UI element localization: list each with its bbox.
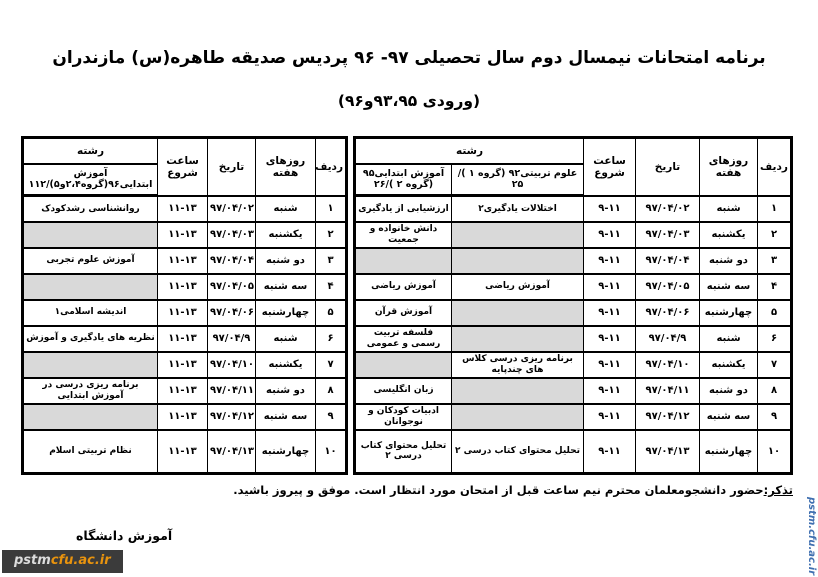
- row-number: ۹: [758, 404, 792, 430]
- row-number: ۶: [316, 326, 347, 352]
- row-number: ۸: [758, 378, 792, 404]
- time-cell: ۹-۱۱: [584, 430, 636, 474]
- subject-cell: [355, 248, 452, 274]
- row-number: ۴: [758, 274, 792, 300]
- table-row: [23, 404, 347, 430]
- subject-cell: آموزش قرآن: [355, 300, 452, 326]
- weekday-cell: شنبه: [700, 326, 758, 352]
- row-number: ۵: [758, 300, 792, 326]
- weekday-cell: چهارشنبه: [700, 300, 758, 326]
- date-cell: ۹۷/۰۴/۹: [636, 326, 700, 352]
- time-cell: ۹-۱۱: [584, 196, 636, 222]
- time-cell: ۹-۱۱: [584, 300, 636, 326]
- exam-table-left: [21, 136, 348, 475]
- date-cell: ۹۷/۰۴/۱۰: [636, 352, 700, 378]
- table-row: [355, 300, 792, 326]
- watermark-badge: [2, 550, 123, 573]
- time-cell: ۹-۱۱: [584, 248, 636, 274]
- page-subtitle: (ورودی ۹۳،۹۵و۹۶): [337, 92, 481, 110]
- subject-cell: [23, 222, 158, 248]
- table-row: [23, 378, 347, 404]
- table-row: [355, 196, 792, 222]
- date-cell: ۹۷/۰۴/۰۶: [208, 300, 256, 326]
- date-cell: ۹۷/۰۴/۰۶: [636, 300, 700, 326]
- row-number: ۷: [758, 352, 792, 378]
- date-cell: ۹۷/۰۴/۰۲: [208, 196, 256, 222]
- time-cell: ۱۱-۱۳: [158, 378, 208, 404]
- subject-cell: برنامه ریزی درسی کلاس های چندپایه: [452, 352, 584, 378]
- row-number: ۲: [758, 222, 792, 248]
- col-header-row-number: ردیف: [758, 138, 792, 196]
- subject-cell: اندیشه اسلامی۱: [23, 300, 158, 326]
- date-cell: ۹۷/۰۴/۰۳: [208, 222, 256, 248]
- subject-cell: [355, 352, 452, 378]
- table-row: [23, 248, 347, 274]
- time-cell: ۹-۱۱: [584, 378, 636, 404]
- col-header-date: تاریخ: [208, 138, 256, 196]
- table-row: [355, 326, 792, 352]
- weekday-cell: چهارشنبه: [256, 430, 316, 474]
- row-number: ۶: [758, 326, 792, 352]
- subject-cell: ادبیات کودکان و نوجوانان: [355, 404, 452, 430]
- time-cell: ۹-۱۱: [584, 404, 636, 430]
- subject-cell: [23, 352, 158, 378]
- watermark-suffix: cfu.ac.ir: [50, 553, 111, 568]
- row-number: ۱۰: [758, 430, 792, 474]
- reminder-note: [25, 483, 793, 497]
- time-cell: ۱۱-۱۳: [158, 196, 208, 222]
- weekday-cell: چهارشنبه: [256, 300, 316, 326]
- col-header-major-olum-tarbiati-92: علوم تربیتی۹۲ (گروه ۱ )/۲۵: [452, 164, 584, 196]
- weekday-cell: یکشنبه: [256, 222, 316, 248]
- subject-cell: [452, 300, 584, 326]
- watermark-prefix: pstm: [14, 553, 51, 568]
- table-row: [355, 248, 792, 274]
- weekday-cell: دو شنبه: [700, 248, 758, 274]
- weekday-cell: شنبه: [256, 326, 316, 352]
- row-number: ۸: [316, 378, 347, 404]
- subject-cell: [452, 378, 584, 404]
- col-header-major-group: رشته: [23, 138, 158, 165]
- subject-cell: زبان انگلیسی: [355, 378, 452, 404]
- table-row: [355, 430, 792, 474]
- col-header-major-ebtedayi-95: آموزش ابتدایی۹۵ (گروه ۲ )/۲۶: [355, 164, 452, 196]
- subject-cell: آموزش ریاضی: [452, 274, 584, 300]
- weekday-cell: سه شنبه: [700, 404, 758, 430]
- exam-tables: [25, 136, 793, 475]
- row-number: ۹: [316, 404, 347, 430]
- page-title: برنامه امتحانات نیمسال دوم سال تحصیلی ۹۷- ۹۶ پردیس صدیقه طاهره(س) مازندران: [52, 48, 766, 68]
- header-row: [355, 138, 792, 165]
- row-number: ۷: [316, 352, 347, 378]
- reminder-text: حضور دانشجومعلمان محترم نیم ساعت قبل از امتحان مورد انتظار است. موفق و پیروز باشید.: [233, 483, 764, 497]
- subject-cell: روانشناسی رشدکودک: [23, 196, 158, 222]
- row-number: ۱: [316, 196, 347, 222]
- weekday-cell: سه شنبه: [256, 404, 316, 430]
- subject-cell: نظریه های یادگیری و آموزش: [23, 326, 158, 352]
- date-cell: ۹۷/۰۴/۱۱: [208, 378, 256, 404]
- date-cell: ۹۷/۰۴/۰۳: [636, 222, 700, 248]
- subject-cell: اختلالات یادگیری۲: [452, 196, 584, 222]
- row-number: ۳: [316, 248, 347, 274]
- reminder-label: تذکر:: [763, 483, 793, 497]
- time-cell: ۱۱-۱۳: [158, 274, 208, 300]
- date-cell: ۹۷/۰۴/۱۱: [636, 378, 700, 404]
- col-header-date: تاریخ: [636, 138, 700, 196]
- col-header-weekday: روزهای هفته: [256, 138, 316, 196]
- table-row: [355, 404, 792, 430]
- date-cell: ۹۷/۰۴/۱۳: [208, 430, 256, 474]
- date-cell: ۹۷/۰۴/۰۴: [208, 248, 256, 274]
- date-cell: ۹۷/۰۴/۹: [208, 326, 256, 352]
- subject-cell: [452, 326, 584, 352]
- row-number: ۲: [316, 222, 347, 248]
- table-row: [355, 222, 792, 248]
- subject-cell: فلسفه تربیت رسمی و عمومی: [355, 326, 452, 352]
- time-cell: ۹-۱۱: [584, 222, 636, 248]
- col-header-start-time: ساعت شروع: [584, 138, 636, 196]
- subject-cell: آموزش ریاضی: [355, 274, 452, 300]
- weekday-cell: سه شنبه: [700, 274, 758, 300]
- col-header-row-number: ردیف: [316, 138, 347, 196]
- date-cell: ۹۷/۰۴/۱۰: [208, 352, 256, 378]
- row-number: ۵: [316, 300, 347, 326]
- university-education-label: آموزش دانشگاه: [76, 528, 173, 543]
- time-cell: ۱۱-۱۳: [158, 326, 208, 352]
- table-row: [355, 378, 792, 404]
- table-row: [23, 300, 347, 326]
- table-row: [23, 196, 347, 222]
- subject-cell: آموزش علوم تجربی: [23, 248, 158, 274]
- date-cell: ۹۷/۰۴/۰۴: [636, 248, 700, 274]
- weekday-cell: یکشنبه: [700, 352, 758, 378]
- table-row: [23, 352, 347, 378]
- weekday-cell: دو شنبه: [700, 378, 758, 404]
- date-cell: ۹۷/۰۴/۰۵: [636, 274, 700, 300]
- time-cell: ۱۱-۱۳: [158, 430, 208, 474]
- subject-cell: [23, 404, 158, 430]
- col-header-start-time: ساعت شروع: [158, 138, 208, 196]
- table-row: [23, 274, 347, 300]
- row-number: ۴: [316, 274, 347, 300]
- subject-cell: [452, 404, 584, 430]
- time-cell: ۹-۱۱: [584, 326, 636, 352]
- row-number: ۱: [758, 196, 792, 222]
- side-watermark: pstm.cfu.ac.ir: [806, 497, 817, 576]
- weekday-cell: یکشنبه: [256, 352, 316, 378]
- subject-cell: [23, 274, 158, 300]
- row-number: ۳: [758, 248, 792, 274]
- weekday-cell: دو شنبه: [256, 248, 316, 274]
- date-cell: ۹۷/۰۴/۱۲: [208, 404, 256, 430]
- subject-cell: دانش خانواده و جمعیت: [355, 222, 452, 248]
- subject-cell: تحلیل محتوای کتاب درسی ۲: [355, 430, 452, 474]
- weekday-cell: دو شنبه: [256, 378, 316, 404]
- time-cell: ۹-۱۱: [584, 274, 636, 300]
- time-cell: ۹-۱۱: [584, 352, 636, 378]
- weekday-cell: سه شنبه: [256, 274, 316, 300]
- weekday-cell: شنبه: [700, 196, 758, 222]
- date-cell: ۹۷/۰۴/۰۵: [208, 274, 256, 300]
- time-cell: ۱۱-۱۳: [158, 222, 208, 248]
- row-number: ۱۰: [316, 430, 347, 474]
- exam-table-right: [353, 136, 793, 475]
- time-cell: ۱۱-۱۳: [158, 300, 208, 326]
- time-cell: ۱۱-۱۳: [158, 248, 208, 274]
- table-row: [355, 274, 792, 300]
- date-cell: ۹۷/۰۴/۱۳: [636, 430, 700, 474]
- table-row: [23, 222, 347, 248]
- table-row: [23, 430, 347, 474]
- weekday-cell: یکشنبه: [700, 222, 758, 248]
- table-row: [23, 326, 347, 352]
- date-cell: ۹۷/۰۴/۰۲: [636, 196, 700, 222]
- col-header-major-group: رشته: [355, 138, 584, 165]
- date-cell: ۹۷/۰۴/۱۲: [636, 404, 700, 430]
- subject-cell: نظام تربیتی اسلام: [23, 430, 158, 474]
- subject-cell: تحلیل محتوای کتاب درسی ۲: [452, 430, 584, 474]
- weekday-cell: چهارشنبه: [700, 430, 758, 474]
- subject-cell: [452, 248, 584, 274]
- table-row: [355, 352, 792, 378]
- header-row: [23, 138, 347, 165]
- subject-cell: [452, 222, 584, 248]
- subject-cell: برنامه ریزی درسی در آموزش ابتدایی: [23, 378, 158, 404]
- col-header-weekday: روزهای هفته: [700, 138, 758, 196]
- time-cell: ۱۱-۱۳: [158, 404, 208, 430]
- time-cell: ۱۱-۱۳: [158, 352, 208, 378]
- subject-cell: ارزشیابی از یادگیری: [355, 196, 452, 222]
- weekday-cell: شنبه: [256, 196, 316, 222]
- col-header-major-ebtedayi-96: آموزش ابتدایی۹۶(گروه۲،۴و۵)/۱۱۲: [23, 164, 158, 196]
